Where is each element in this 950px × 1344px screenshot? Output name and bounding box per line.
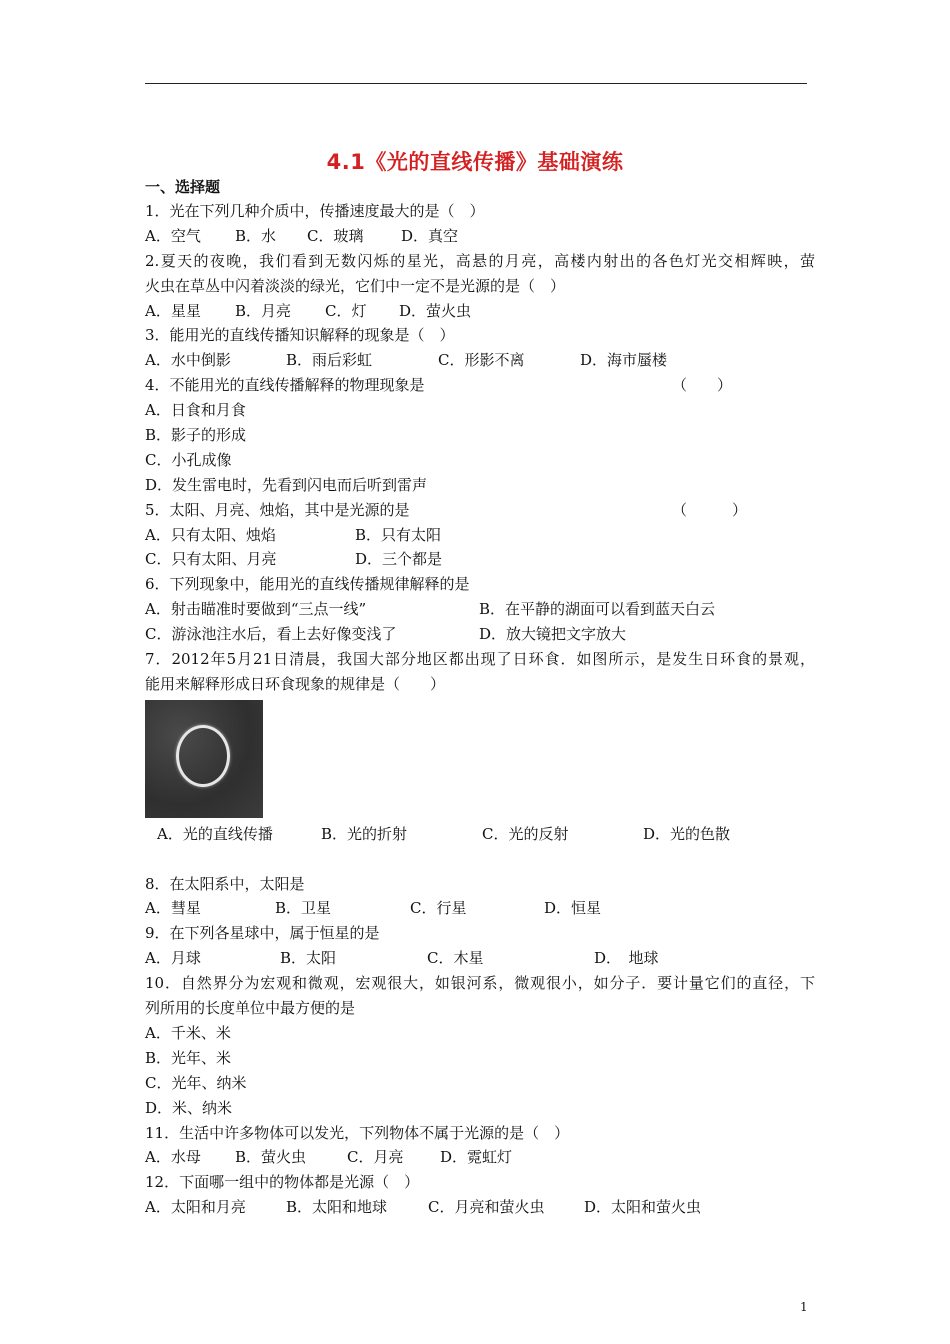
question-5-stem-text: 5．太阳、月亮、烛焰，其中是光源的是 [145, 500, 410, 519]
question-6-options-row1 [145, 597, 815, 622]
option-b: B．光的折射 [321, 824, 408, 843]
option-d: D．三个都是 [355, 550, 443, 569]
option-c: C．月亮 [347, 1148, 404, 1167]
option-c: C．形影不离 [438, 351, 525, 370]
option-a: A．空气 [145, 226, 201, 245]
option-b: B．卫星 [275, 899, 332, 918]
question-4-stem [145, 373, 815, 398]
question-10-stem-line1: 10．自然界分为宏观和微观，宏观很大，如银河系，微观很小，如分子．要计量它们的直径，下 [145, 974, 815, 993]
section-heading: 一、选择题 [145, 178, 221, 196]
option-d: D．光的色散 [643, 824, 731, 843]
annular-eclipse-photo [145, 700, 263, 818]
option-c: C．光的反射 [482, 824, 569, 843]
question-1-options [145, 224, 815, 249]
page-title: 4.1《光的直线传播》基础演练 [326, 150, 624, 174]
option-d: D． 地球 [594, 949, 659, 968]
option-b: B．月亮 [235, 301, 292, 320]
option-c: C．光年、纳米 [145, 1073, 247, 1092]
question-10-stem-line2: 列所用的长度单位中最方便的是 [145, 999, 356, 1018]
spacer [145, 847, 815, 872]
option-a: A．只有太阳、烛焰 [145, 525, 276, 544]
option-b: B．只有太阳 [355, 525, 442, 544]
option-d: D．海市蜃楼 [580, 351, 668, 370]
eclipse-ring-icon [176, 725, 230, 787]
option-c: C．灯 [325, 301, 367, 320]
option-a: A．太阳和月亮 [145, 1198, 246, 1217]
question-2-stem-line2: 火虫在草丛中闪着淡淡的绿光，它们中一定不是光源的是（ ） [145, 276, 566, 295]
option-d: D．真空 [401, 226, 459, 245]
question-2-options [145, 299, 815, 324]
option-d: D．太阳和萤火虫 [584, 1198, 702, 1217]
option-b: B．太阳 [280, 949, 337, 968]
option-c: C．小孔成像 [145, 450, 232, 469]
question-12-options [145, 1195, 815, 1220]
option-b: B．光年、米 [145, 1048, 232, 1067]
question-9-stem: 9．在下列各星球中，属于恒星的是 [145, 924, 380, 943]
option-a: A．水中倒影 [145, 351, 231, 370]
option-a: A．月球 [145, 949, 201, 968]
question-3-stem: 3．能用光的直线传播知识解释的现象是（ ） [145, 326, 455, 345]
option-a: A．射击瞄准时要做到“三点一线” [145, 600, 367, 619]
question-9-options [145, 946, 815, 971]
question-5-stem [145, 498, 815, 523]
option-a: A．千米、米 [145, 1023, 231, 1042]
option-a: A．水母 [145, 1148, 201, 1167]
option-c: C．玻璃 [307, 226, 364, 245]
question-7-options [145, 822, 815, 847]
question-11-options [145, 1145, 815, 1170]
answer-blank: （ ） [672, 500, 748, 519]
option-a: A．彗星 [145, 899, 201, 918]
option-c: C．月亮和萤火虫 [428, 1198, 545, 1217]
option-d: D．放大镜把文字放大 [479, 625, 627, 644]
option-d: D．萤火虫 [399, 301, 472, 320]
question-6-options-row2 [145, 622, 815, 647]
page-number: 1 [800, 1300, 808, 1314]
option-c: C．只有太阳、月亮 [145, 550, 277, 569]
option-b: B．雨后彩虹 [286, 351, 373, 370]
option-a: A．日食和月食 [145, 401, 246, 420]
option-b: B．太阳和地球 [286, 1198, 388, 1217]
option-d: D．恒星 [544, 899, 602, 918]
option-b: B．萤火虫 [235, 1148, 307, 1167]
answer-blank: （ ） [672, 376, 733, 395]
question-2-stem-line1: 2.夏天的夜晚，我们看到无数闪烁的星光，高悬的月亮，高楼内射出的各色灯光交相辉映，萤 [145, 251, 815, 270]
option-b: B．水 [235, 226, 277, 245]
question-4-stem-text: 4．不能用光的直线传播解释的物理现象是 [145, 376, 425, 395]
question-12-stem: 12．下面哪一组中的物体都是光源（ ） [145, 1173, 420, 1192]
question-8-options [145, 896, 815, 921]
option-d: D．发生雷电时，先看到闪电而后听到雷声 [145, 475, 428, 494]
question-1-stem: 1．光在下列几种介质中，传播速度最大的是（ ） [145, 202, 485, 220]
question-7-stem-line2: 能用来解释形成日环食现象的规律是（ ） [145, 674, 446, 693]
option-a: A．光的直线传播 [157, 824, 273, 843]
question-list [145, 199, 815, 1220]
option-a: A．星星 [145, 301, 201, 320]
option-c: C．游泳池注水后，看上去好像变浅了 [145, 625, 397, 644]
question-11-stem: 11．生活中许多物体可以发光，下列物体不属于光源的是（ ） [145, 1123, 570, 1142]
option-d: D．米、纳米 [145, 1098, 233, 1117]
question-5-options-row1 [145, 523, 815, 548]
option-c: C．行星 [410, 899, 467, 918]
option-b: B．影子的形成 [145, 426, 247, 445]
question-5-options-row2 [145, 547, 815, 572]
question-3-options [145, 348, 815, 373]
question-7-stem-line1: 7．2012年5月21日清晨，我国大部分地区都出现了日环食．如图所示，是发生日环食的景观， [145, 650, 815, 669]
header-rule [145, 83, 807, 84]
question-8-stem: 8．在太阳系中，太阳是 [145, 874, 305, 893]
option-b: B．在平静的湖面可以看到蓝天白云 [479, 600, 716, 619]
option-d: D．霓虹灯 [440, 1148, 513, 1167]
option-c: C．木星 [427, 949, 484, 968]
question-6-stem: 6．下列现象中，能用光的直线传播规律解释的是 [145, 575, 470, 594]
